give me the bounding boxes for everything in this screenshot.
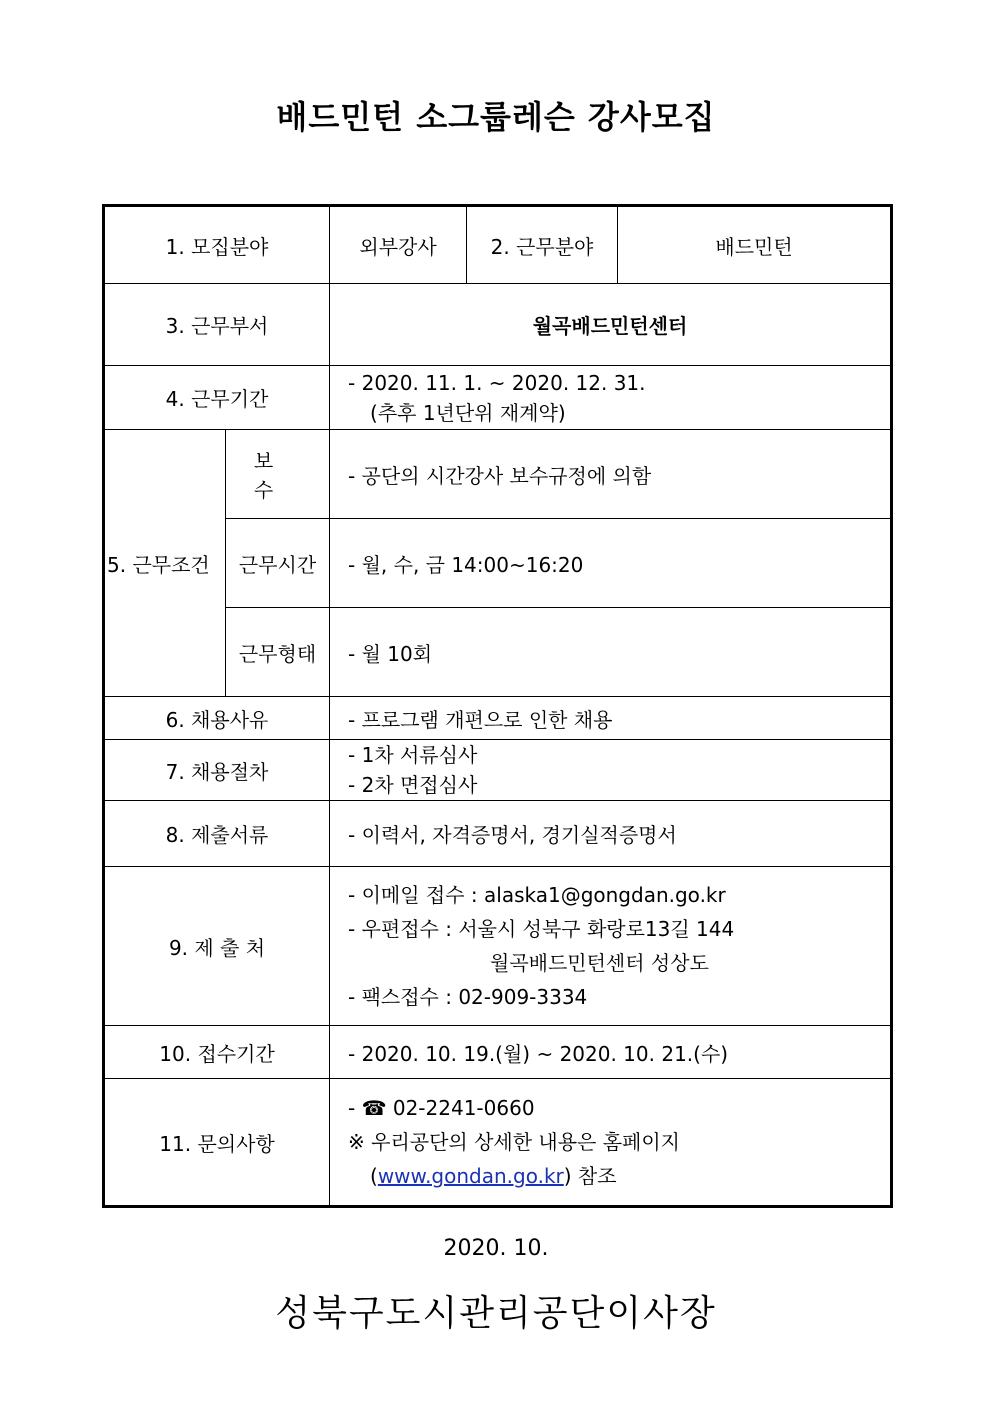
type-value: - 월 10회: [330, 608, 892, 697]
work-field-label: 2. 근무분야: [467, 206, 618, 284]
table-row: [104, 284, 892, 366]
inquiry-label: 11. 문의사항: [104, 1079, 330, 1207]
period-range: - 2020. 11. 1. ~ 2020. 12. 31.: [348, 370, 646, 395]
table-row: [104, 206, 892, 284]
inquiry-value: [330, 1079, 892, 1207]
reason-value: - 프로그램 개편으로 인한 채용: [330, 697, 892, 740]
recruit-field-value: 외부강사: [330, 206, 467, 284]
procedure-step-1: - 1차 서류심사: [348, 743, 478, 767]
table-row: [104, 801, 892, 867]
docs-label: 8. 제출서류: [104, 801, 330, 867]
hours-label: 근무시간: [226, 519, 330, 608]
submit-fax: - 팩스접수 : 02-909-3334: [348, 985, 588, 1009]
table-row: [104, 1079, 892, 1207]
period-note: (추후 1년단위 재계약): [370, 400, 566, 425]
recruitment-table: [102, 204, 893, 1208]
procedure-label: 7. 채용절차: [104, 740, 330, 801]
submit-value: [330, 867, 892, 1026]
reason-label: 6. 채용사유: [104, 697, 330, 740]
table-row: [104, 1026, 892, 1079]
table-row: [104, 740, 892, 801]
conditions-label: 5. 근무조건: [104, 430, 226, 697]
procedure-step-2: - 2차 면접심사: [348, 773, 478, 797]
page-title: 배드민턴 소그룹레슨 강사모집: [276, 98, 716, 136]
recruit-field-label: 1. 모집분야: [104, 206, 330, 284]
dept-label: 3. 근무부서: [104, 284, 330, 366]
hours-value: - 월, 수, 금 14:00~16:20: [330, 519, 892, 608]
receipt-value: - 2020. 10. 19.(월) ~ 2020. 10. 21.(수): [330, 1026, 892, 1079]
submit-post: - 우편접수 : 서울시 성북구 화랑로13길 144: [348, 917, 735, 941]
submit-email: - 이메일 접수 : alaska1@gongdan.go.kr: [348, 883, 726, 907]
period-value: [330, 366, 892, 430]
period-label: 4. 근무기간: [104, 366, 330, 430]
docs-value: - 이력서, 자격증명서, 경기실적증명서: [330, 801, 892, 867]
table-row: [104, 366, 892, 430]
receipt-label: 10. 접수기간: [104, 1026, 330, 1079]
dept-value: 월곡배드민턴센터: [330, 284, 892, 366]
homepage-link[interactable]: www.gondan.go.kr: [377, 1164, 564, 1188]
type-label: 근무형태: [226, 608, 330, 697]
pay-label: 보 수: [226, 430, 330, 519]
inquiry-note: ※ 우리공단의 상세한 내용은 홈페이지: [348, 1130, 681, 1154]
procedure-value: [330, 740, 892, 801]
table-row: [104, 697, 892, 740]
submit-post-recipient: 월곡배드민턴센터 성상도: [490, 951, 709, 975]
table-row: [104, 430, 892, 519]
document-date: 2020. 10.: [443, 1236, 549, 1261]
submit-label: 9. 제 출 처: [104, 867, 330, 1026]
inquiry-phone: - ☎ 02-2241-0660: [348, 1096, 535, 1120]
organization-signature: 성북구도시관리공단이사장: [275, 1293, 717, 1334]
inquiry-url-line: (www.gondan.go.kr) 참조: [370, 1164, 617, 1188]
pay-value: - 공단의 시간강사 보수규정에 의함: [330, 430, 892, 519]
table-row: [104, 867, 892, 1026]
work-field-value: 배드민턴: [618, 206, 892, 284]
